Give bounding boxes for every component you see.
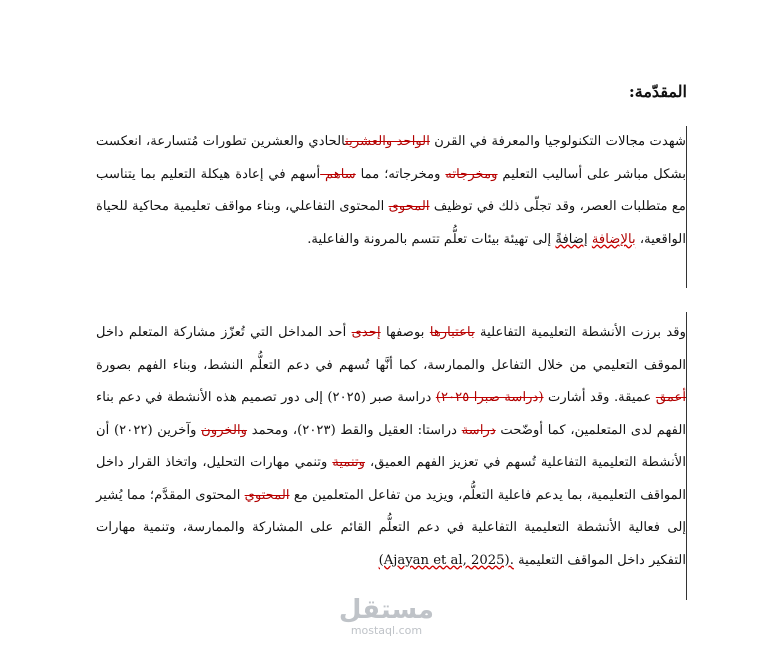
- deleted-text: (دراسة صبرا ٢٠٢٥): [435, 390, 544, 405]
- text-run: عميقة. وقد أشارت: [543, 390, 656, 405]
- section-heading: المقدّمة:: [628, 82, 687, 101]
- paragraph-intro: [96, 126, 686, 256]
- text-run: أسهم في إعادة هيكلة التعليم بما يتناسب مع متطلبات العصر، وقد تجلّى ذلك في توظيف: [96, 166, 686, 214]
- deleted-text: الواحد والعشرين: [345, 134, 430, 149]
- deleted-text: المحوى: [388, 199, 430, 214]
- text-run: شهدت مجالات التكنولوجيا والمعرفة في القرن: [429, 134, 686, 149]
- deleted-text: المحتوي: [244, 487, 290, 503]
- text-run: المحتوى المقدَّم؛ مما يُشير إلى فعالية الأنشطة التعليمية التفاعلية في دعم التعلُّم القائم على المشاركة والممارسة، وتنمية مهارات التفكير داخل المواقف التعليمية: [96, 487, 686, 568]
- deleted-text: ومخرجاته: [445, 166, 498, 182]
- deleted-text: أعمق: [655, 390, 687, 405]
- citation: (Ajayan et al, 2025).: [378, 552, 514, 568]
- deleted-text: إحدى: [351, 325, 381, 340]
- text-run: دراسة صبر (٢٠٢٥) إلى دور تصميم هذه الأنشطة في دعم بناء الفهم لدى المتعلمين، كما أوضّحت: [96, 390, 687, 438]
- deleted-text: ساهم: [320, 166, 356, 182]
- text-run: المحتوى التفاعلي، وبناء مواقف تعليمية محاكية للحياة الواقعية،: [96, 199, 686, 247]
- watermark-latin: mostaql.com: [350, 624, 423, 637]
- change-bar: [686, 312, 687, 600]
- text-run: الحادي والعشرين تطورات مُتسارعة، انعكست بشكل مباشر على أساليب التعليم: [96, 134, 687, 182]
- text-run: بوصفها: [380, 325, 430, 340]
- text-run: إلى تهيئة بيئات تعلُّم تتسم بالمرونة والفاعلية.: [307, 231, 556, 247]
- deleted-text: دراسة: [461, 422, 496, 438]
- text-run: دراستا: العقيل والقط (٢٠٢٣)، ومحمد: [247, 422, 462, 438]
- inserted-text: إضافةً: [555, 231, 588, 247]
- change-bar: [686, 126, 687, 288]
- deleted-text: وتنمية: [332, 455, 366, 470]
- deleted-text: بالإضافة: [591, 231, 636, 247]
- text-run: وآخرين (٢٠٢٢) أن الأنشطة التعليمية التفاعلية تُسهم في تعزيز الفهم العميق،: [96, 422, 686, 470]
- text-run: ومخرجاته؛ مما: [355, 166, 446, 182]
- text-run: وقد برزت الأنشطة التعليمية التفاعلية: [474, 325, 686, 340]
- text-run: أحد المداخل التي تُعزّز مشاركة المتعلم داخل الموقف التعليمي من خلال التفاعل والممارسة، كما أنَّها تُسهم في دعم التعلُّم النشط، وبناء الفهم بصورة: [96, 325, 686, 373]
- deleted-text: باعتبارها: [429, 325, 475, 340]
- paragraph-body: [96, 317, 686, 577]
- watermark-arabic: مستقل: [338, 595, 434, 625]
- deleted-text: والخرون: [201, 422, 248, 438]
- text-run: وتنمي مهارات التحليل، واتخاذ القرار داخل المواقف التعليمية، بما يدعم فاعلية التعلُّم، ويزيد من تفاعل المتعلمين مع: [96, 455, 686, 503]
- mostaql-watermark-logo: [339, 595, 434, 637]
